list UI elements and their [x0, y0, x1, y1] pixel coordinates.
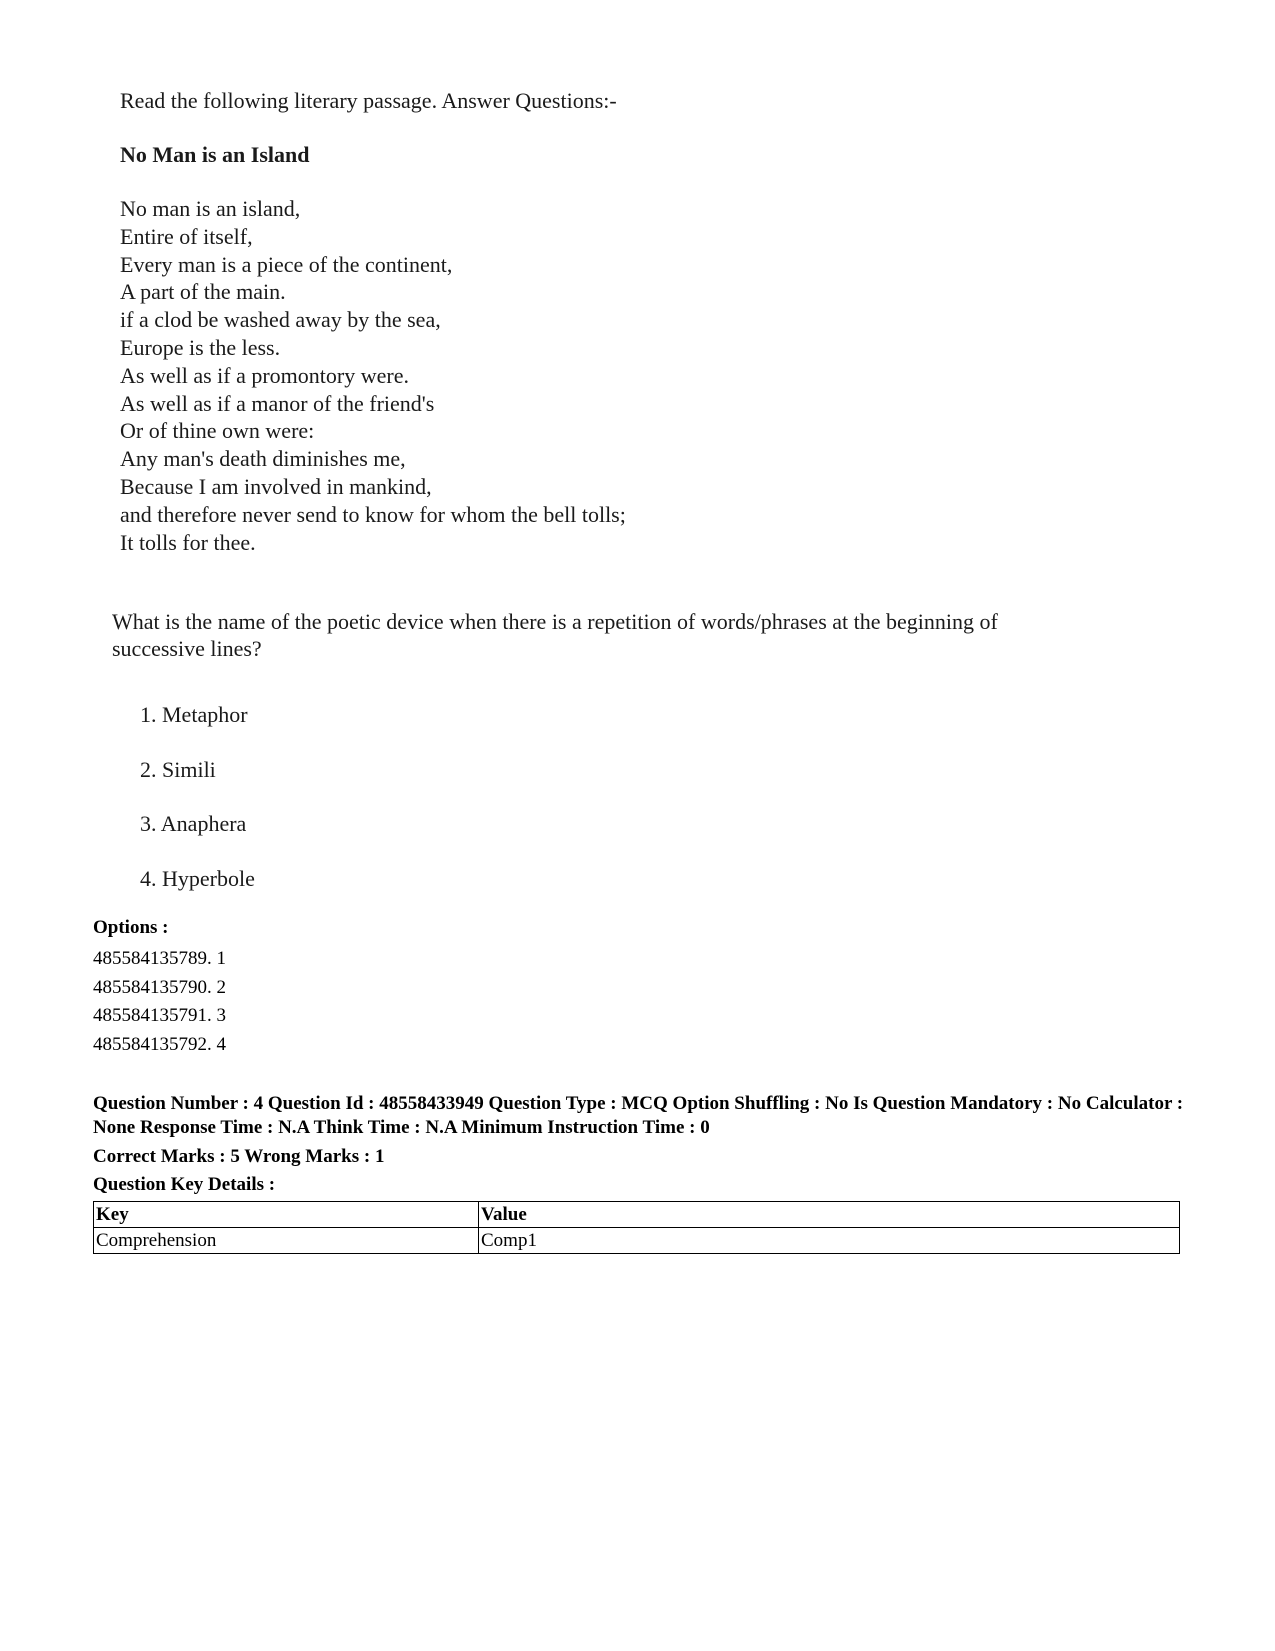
- poem-line: As well as if a promontory were.: [120, 362, 409, 388]
- option-id-item: 485584135792. 4: [93, 1034, 226, 1056]
- poem-line: As well as if a manor of the friend's: [120, 390, 435, 416]
- option-id-item: 485584135790. 2: [93, 976, 226, 998]
- option-id-item: 485584135791. 3: [93, 1005, 226, 1027]
- answer-choice: 4. Hyperbole: [140, 865, 255, 891]
- poem-line: A part of the main.: [120, 279, 286, 305]
- poem-line: Europe is the less.: [120, 334, 281, 360]
- poem-line: Any man's death diminishes me,: [120, 446, 406, 472]
- question-text: What is the name of the poetic device when there is a repetition of words/phrases at the beginning of successive lines?: [112, 609, 998, 661]
- poem-line: No man is an island,: [120, 196, 301, 221]
- table-cell-value: Comp1: [479, 1228, 1180, 1254]
- key-details-label: Question Key Details :: [93, 1174, 276, 1195]
- question-marks: Correct Marks : 5 Wrong Marks : 1: [93, 1146, 385, 1167]
- poem-title: No Man is an Island: [120, 142, 310, 167]
- table-header-row: [94, 1202, 1180, 1228]
- table-row: [94, 1228, 1180, 1254]
- option-id-list: [93, 945, 226, 1060]
- answer-choice: 2. Simili: [140, 756, 216, 782]
- question-meta: Question Number : 4 Question Id : 48558433949 Question Type : MCQ Option Shuffling : No Is Question Mandatory : No Calculator : None Response Time : N.A Think Time : N.A Minimum Instruction Time : 0: [93, 1093, 1184, 1138]
- poem-line: and therefore never send to know for whom the bell tolls;: [120, 501, 626, 527]
- table-header-key: Key: [94, 1202, 479, 1228]
- poem-line: Entire of itself,: [120, 223, 253, 249]
- poem-line: Every man is a piece of the continent,: [120, 251, 453, 277]
- table-cell-key: Comprehension: [94, 1228, 479, 1254]
- table-header-value: Value: [479, 1202, 1180, 1228]
- poem-line: Or of thine own were:: [120, 418, 315, 444]
- option-id-item: 485584135789. 1: [93, 948, 226, 969]
- poem-lines: [120, 195, 626, 556]
- answer-choices: [140, 702, 255, 920]
- passage-instruction: Read the following literary passage. Answer Questions:-: [120, 88, 617, 113]
- poem-line: It tolls for thee.: [120, 529, 256, 555]
- poem-line: Because I am involved in mankind,: [120, 473, 432, 499]
- answer-choice: 3. Anaphera: [140, 811, 247, 836]
- key-details-table: [93, 1201, 1180, 1254]
- poem-line: if a clod be washed away by the sea,: [120, 307, 441, 333]
- options-label: Options :: [93, 917, 169, 938]
- answer-choice: 1. Metaphor: [140, 702, 248, 727]
